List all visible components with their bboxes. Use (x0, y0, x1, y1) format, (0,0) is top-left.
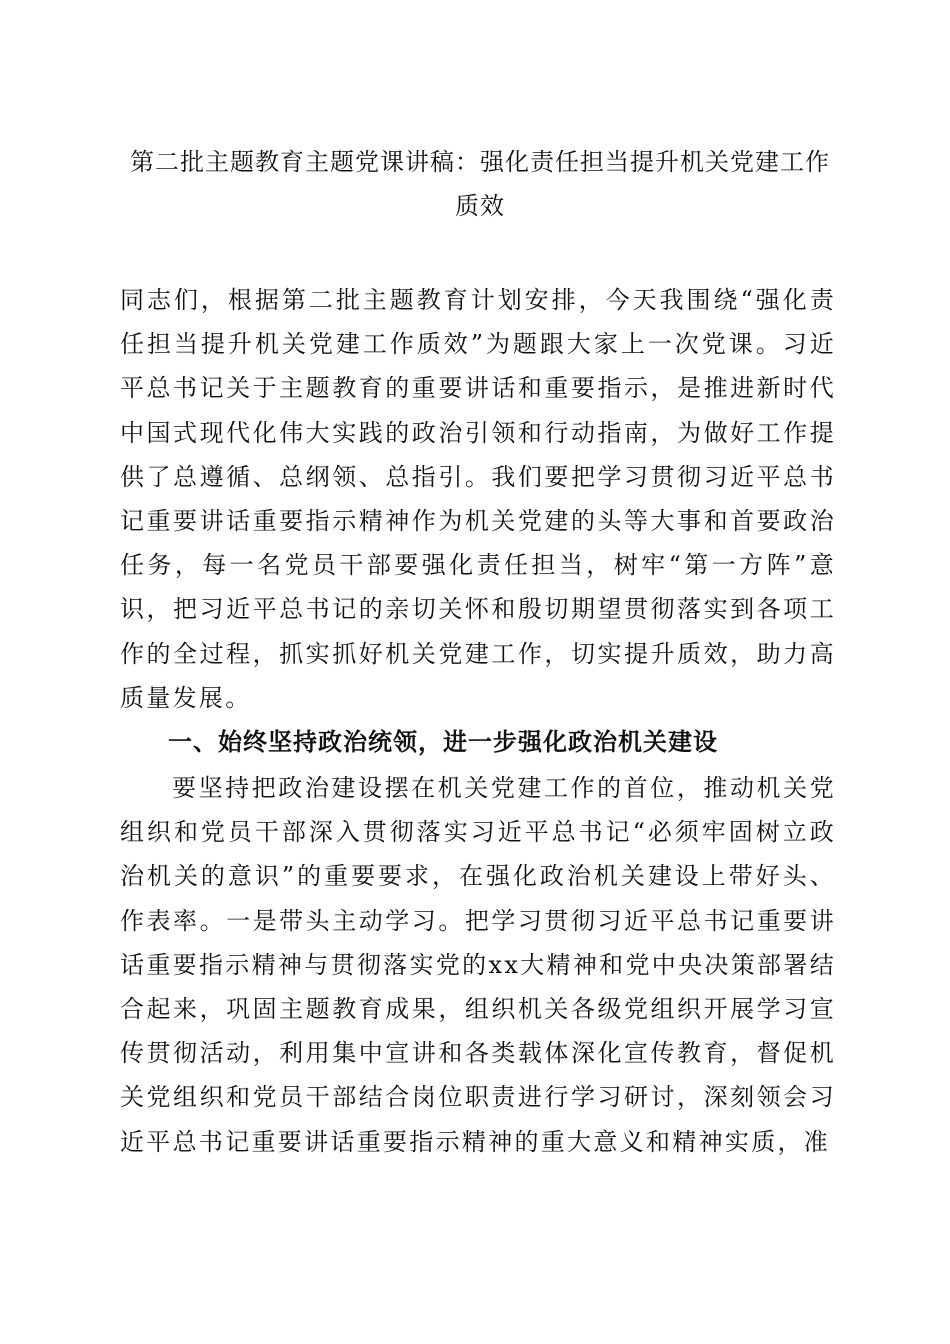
intro-paragraph: 同志们，根据第二批主题教育计划安排，今天我围绕“强化责任担当提升机关党建工作质效”为题跟大家上一次党课。习近平总书记关于主题教育的重要讲话和重要指示，是推进新时代中国式现代化伟大实践的政治引领和行动指南，为做好工作提供了总遵循、总纲领、总指引。我们要把学习贯彻习近平总书记重要讲话重要指示精神作为机关党建的头等大事和首要政治任务，每一名党员干部要强化责任担当，树牢“第一方阵”意识，把习近平总书记的亲切关怀和殷切期望贯彻落实到各项工作的全过程，抓实抓好机关党建工作，切实提升质效，助力高质量发展。 (120, 286, 836, 712)
document-title: 第二批主题教育主题党课讲稿：强化责任担当提升机关党建工作质效 (130, 148, 830, 220)
section-paragraph: 要坚持把政治建设摆在机关党建工作的首位，推动机关党组织和党员干部深入贯彻落实习近平总书记“必须牢固树立政治机关的意识”的重要要求，在强化政治机关建设上带好头、作表率。一是带头主动学习。把学习贯彻习近平总书记重要讲话重要指示精神与贯彻落实党的xx大精神和党中央决策部署结合起来，巩固主题教育成果，组织机关各级党组织开展学习宣传贯彻活动，利用集中宣讲和各类载体深化宣传教育，督促机关党组织和党员干部结合岗位职责进行学习研讨，深刻领会习近平总书记重要讲话重要指示精神的重大意义和精神实质，准 (120, 774, 836, 1156)
section-heading: 一、始终坚持政治统领，进一步强化政治机关建设 (168, 728, 718, 756)
